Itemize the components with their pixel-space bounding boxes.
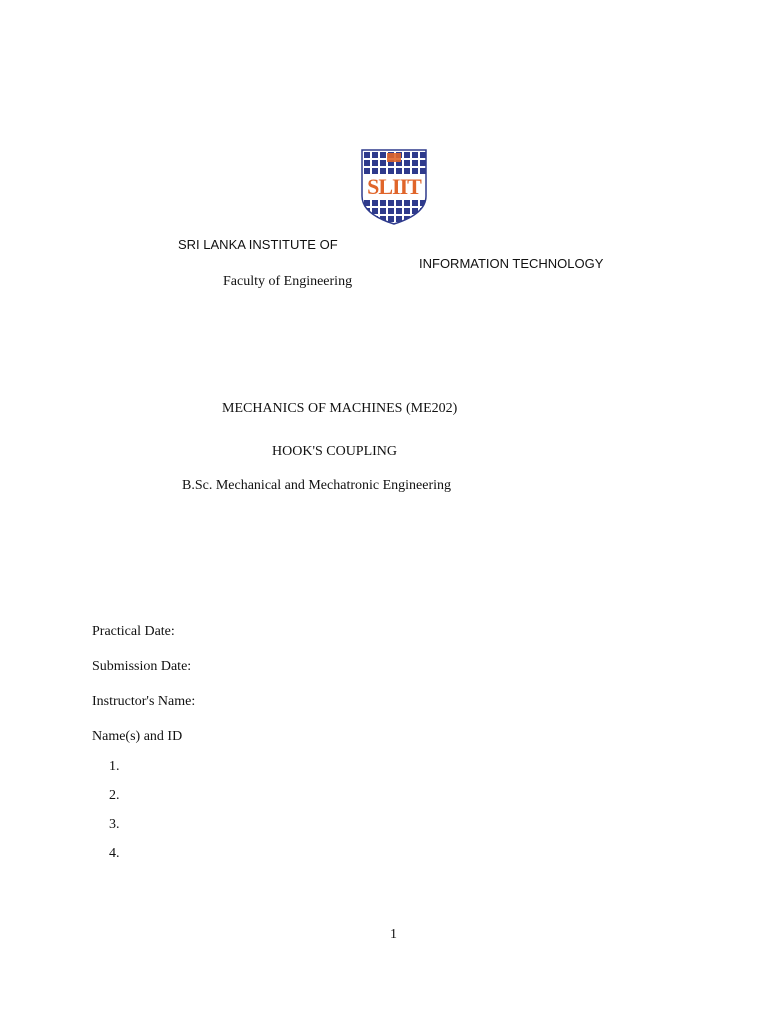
logo-square	[412, 216, 418, 222]
faculty-name: Faculty of Engineering	[223, 274, 353, 289]
logo-square	[372, 224, 378, 226]
logo-square	[412, 152, 418, 158]
logo-square	[396, 216, 402, 222]
list-item: 4.	[109, 846, 120, 861]
degree-program: B.Sc. Mechanical and Mechatronic Engineering	[182, 478, 452, 493]
logo-square	[364, 160, 370, 166]
logo-square	[380, 160, 386, 166]
logo-square	[420, 224, 426, 226]
logo-square	[404, 224, 410, 226]
logo-square	[388, 208, 394, 214]
page-number: 1	[390, 927, 397, 942]
logo-square	[372, 200, 378, 206]
logo-square	[364, 200, 370, 206]
logo-square	[404, 208, 410, 214]
logo-square	[388, 216, 394, 222]
logo-square	[380, 152, 386, 158]
logo-square	[420, 168, 426, 174]
logo-square	[364, 224, 370, 226]
names-ids-label: Name(s) and ID	[92, 729, 183, 744]
logo-square	[420, 152, 426, 158]
logo-square	[404, 160, 410, 166]
institute-name-line1: SRI LANKA INSTITUTE OF	[178, 237, 338, 252]
sliit-logo	[360, 148, 428, 226]
svg-text:SLIIT: SLIIT	[367, 174, 421, 199]
submission-date-label: Submission Date:	[92, 659, 192, 674]
logo-square	[404, 200, 410, 206]
logo-square	[420, 160, 426, 166]
logo-square	[396, 200, 402, 206]
list-item: 1.	[109, 759, 120, 774]
logo-square	[420, 208, 426, 214]
logo-square	[396, 224, 402, 226]
logo-square	[364, 208, 370, 214]
logo-square	[372, 208, 378, 214]
logo-square	[388, 200, 394, 206]
course-title: MECHANICS OF MACHINES (ME202)	[222, 401, 458, 416]
logo-square	[380, 200, 386, 206]
logo-square	[372, 152, 378, 158]
logo-square	[404, 152, 410, 158]
logo-square	[412, 200, 418, 206]
logo-square	[396, 208, 402, 214]
experiment-title: HOOK'S COUPLING	[272, 444, 398, 459]
list-item: 3.	[109, 817, 120, 832]
logo-square	[364, 216, 370, 222]
logo-square	[412, 224, 418, 226]
logo-square	[372, 160, 378, 166]
instructor-name-label: Instructor's Name:	[92, 694, 196, 709]
logo-square	[380, 208, 386, 214]
institute-name-line2: INFORMATION TECHNOLOGY	[419, 256, 604, 271]
logo-square	[412, 160, 418, 166]
logo-square	[380, 224, 386, 226]
practical-date-label: Practical Date:	[92, 624, 175, 639]
logo-square	[420, 216, 426, 222]
logo-square	[372, 216, 378, 222]
logo-square	[364, 152, 370, 158]
list-item: 2.	[109, 788, 120, 803]
